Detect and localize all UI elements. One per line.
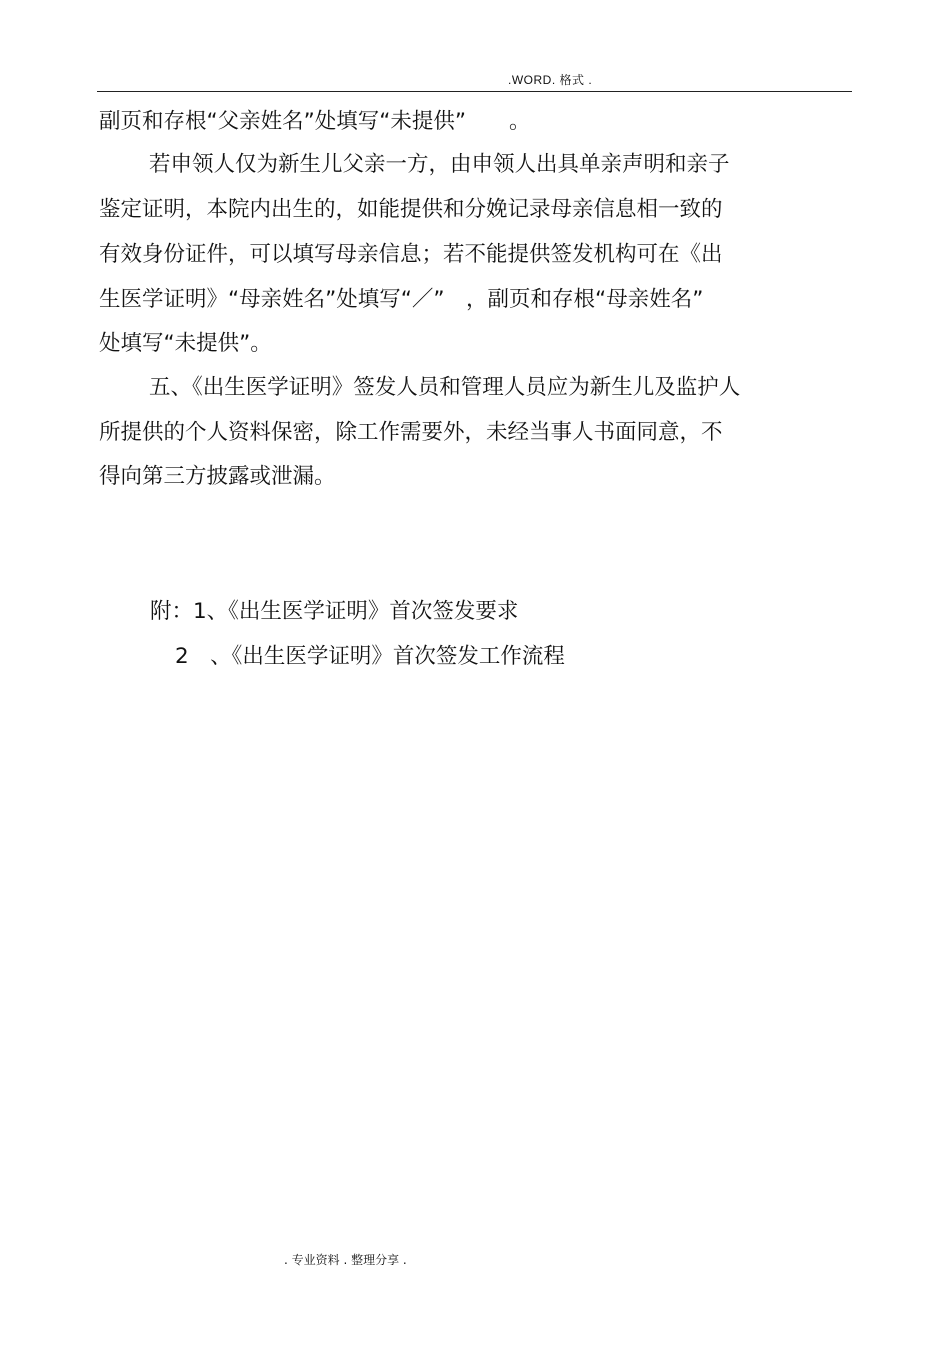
header-rule [97, 91, 852, 92]
paragraph-line: 所提供的个人资料保密，除工作需要外，未经当事人书面同意，不 [99, 420, 723, 445]
paragraph-line: 有效身份证件，可以填写母亲信息；若不能提供签发机构可在《出 [99, 242, 723, 267]
paragraph-line: 副页和存根“父亲姓名”处填写“未提供” 。 [99, 109, 531, 134]
page-footer: . 专业资料 . 整理分享 . [284, 1253, 407, 1267]
paragraph-line: 鉴定证明，本院内出生的，如能提供和分娩记录母亲信息相一致的 [99, 197, 723, 222]
annex-item-1: 附：1、《出生医学证明》首次签发要求 [150, 599, 519, 624]
header-text: .WORD. 格式 . [508, 73, 593, 87]
paragraph-line: 得向第三方披露或泄漏。 [99, 464, 336, 489]
annex-item-2: 2 、《出生医学证明》首次签发工作流程 [175, 644, 565, 669]
paragraph-line: 若申领人仅为新生儿父亲一方，由申领人出具单亲声明和亲子 [149, 152, 730, 177]
paragraph-line: 处填写“未提供”。 [99, 331, 272, 356]
paragraph-line: 五、《出生医学证明》签发人员和管理人员应为新生儿及监护人 [149, 375, 741, 400]
paragraph-line: 生医学证明》“母亲姓名”处填写“／” ，副页和存根“母亲姓名” [99, 287, 704, 312]
